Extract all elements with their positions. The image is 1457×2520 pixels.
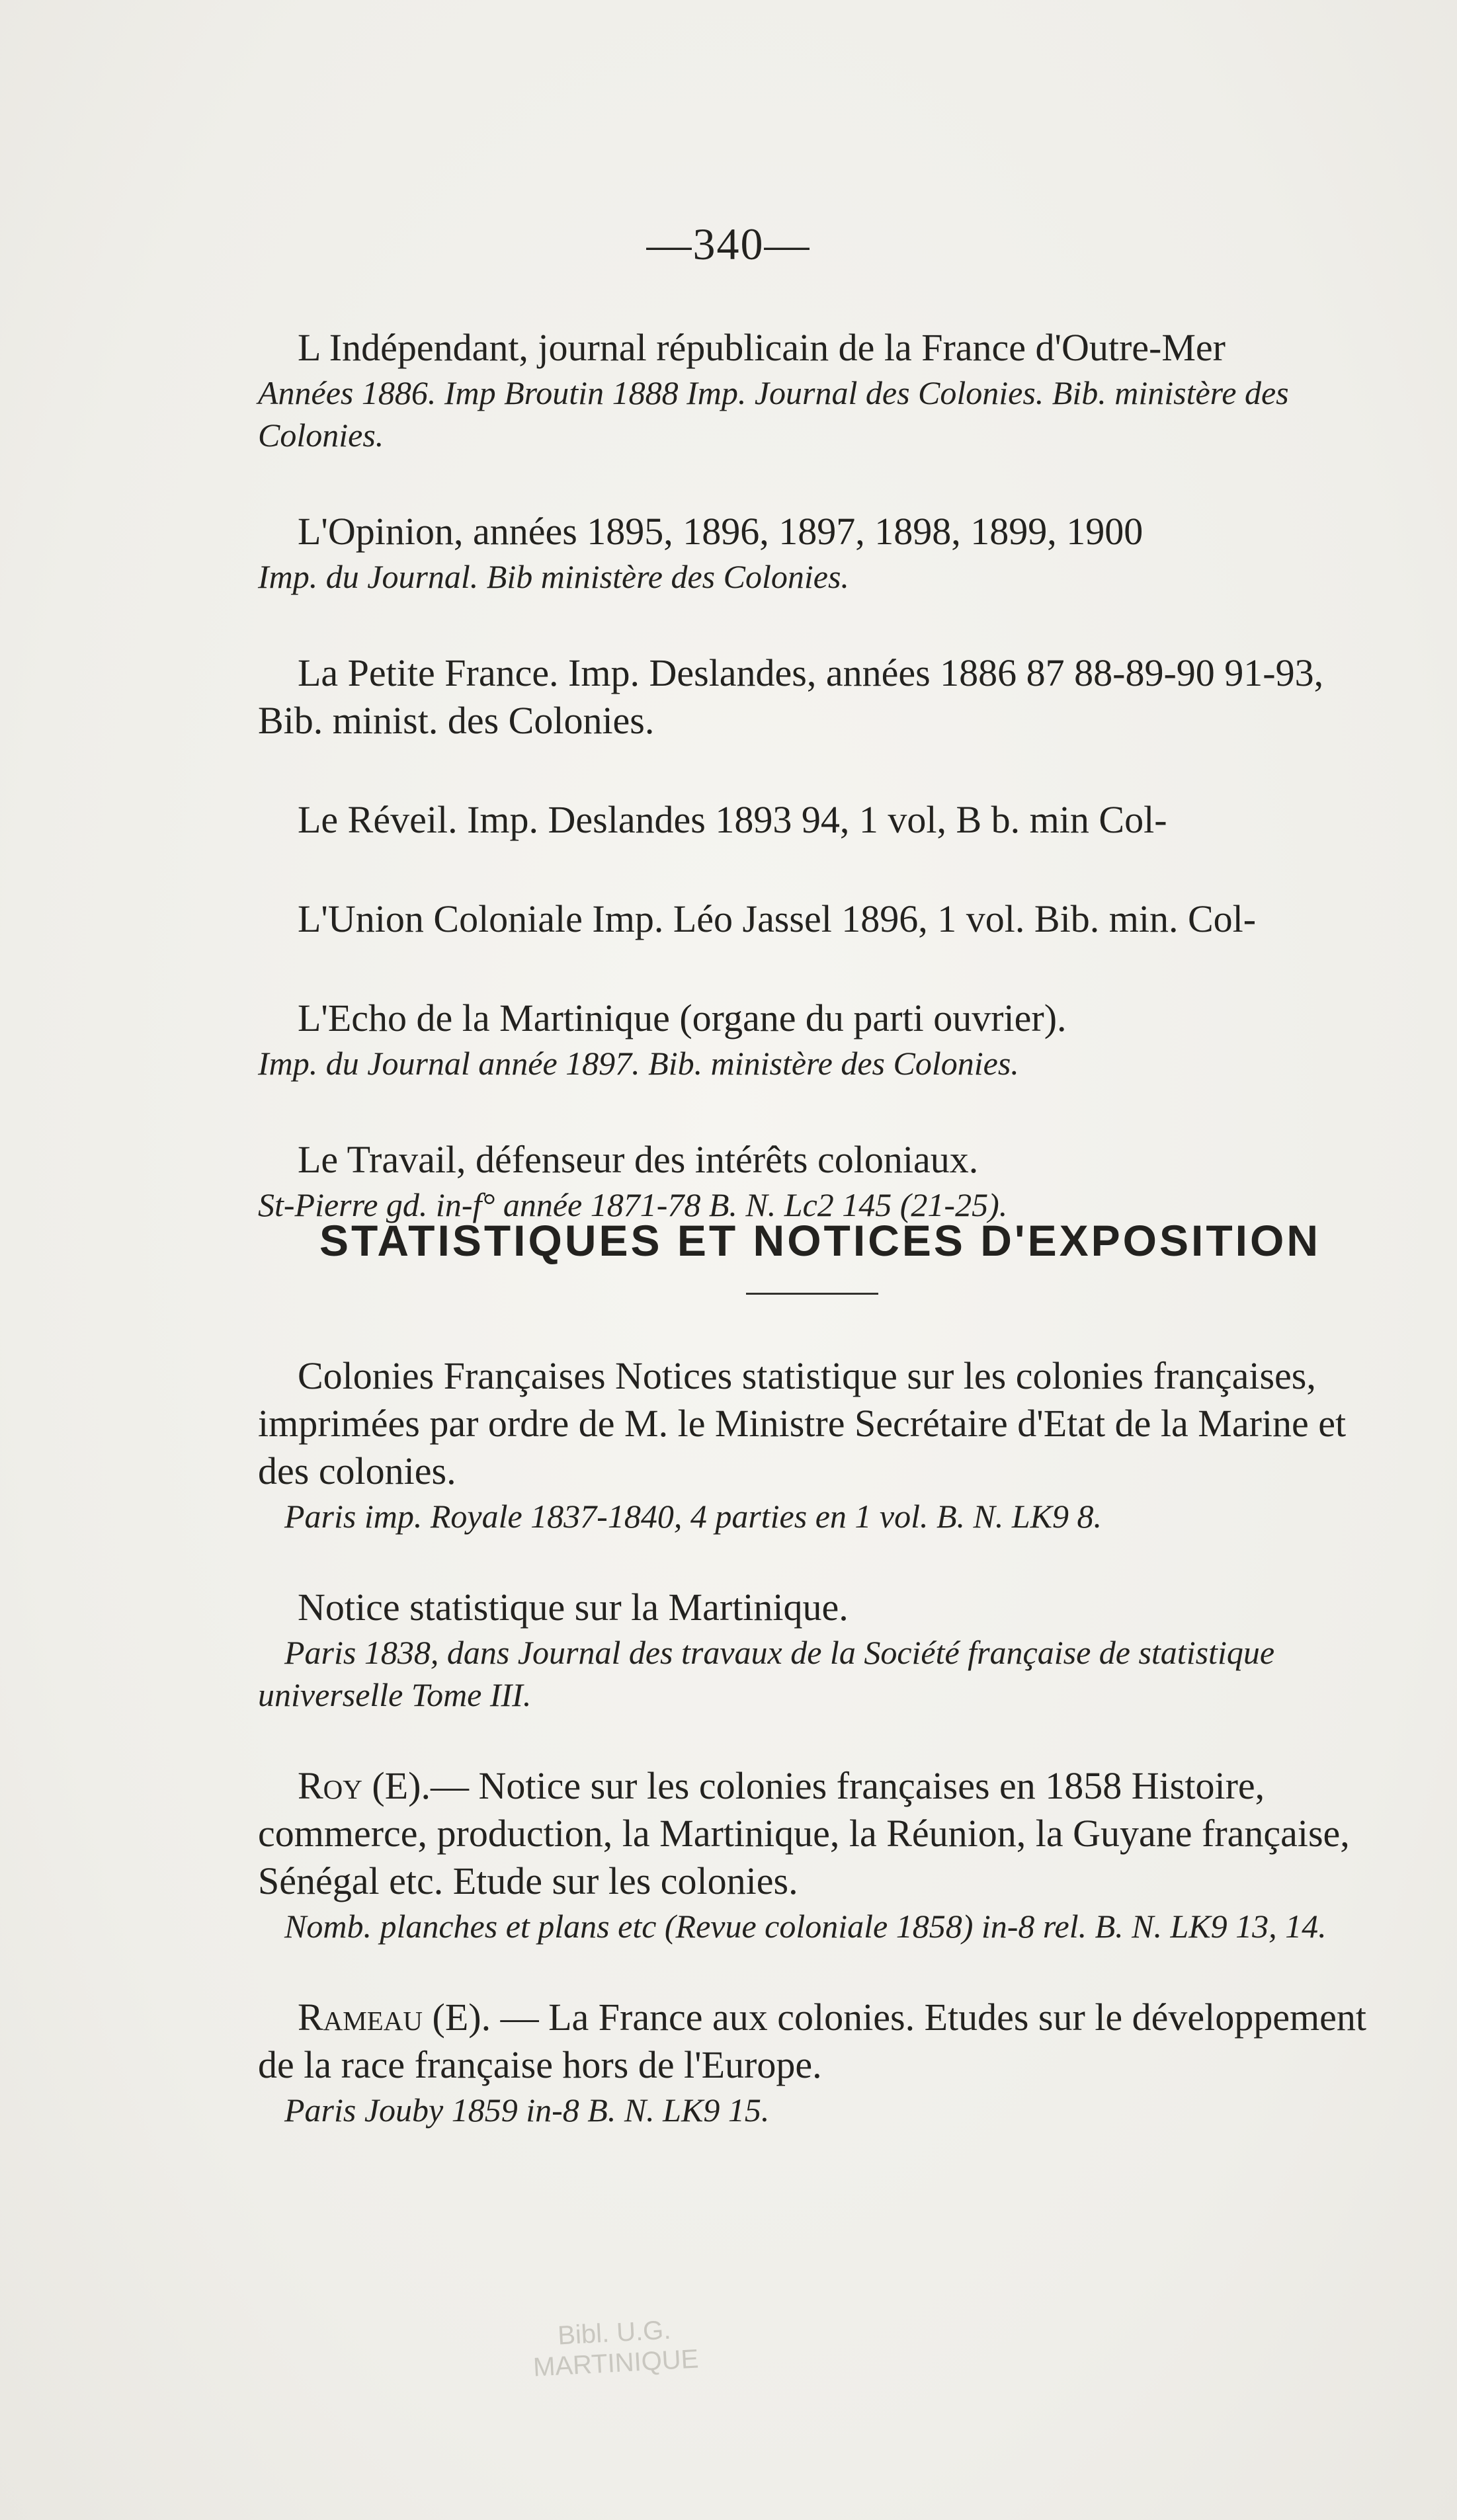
entry-title: Le Travail, défenseur des intérêts coloniaux. xyxy=(298,1138,979,1181)
author-name: Rameau xyxy=(298,1996,423,2039)
notice-reference: Paris imp. Royale 1837-1840, 4 parties en 1 vol. B. N. LK9 8. xyxy=(284,1498,1103,1535)
author-name: Roy xyxy=(298,1764,362,1807)
entry-title: L'Echo de la Martinique (organe du parti ouvrier). xyxy=(298,996,1067,1039)
entry-reference: Imp. du Journal. Bib ministère des Colonies. xyxy=(258,558,849,595)
statistics-notices xyxy=(258,1352,1382,2177)
entry-title: L'Opinion, années 1895, 1896, 1897, 1898, 1899, 1900 xyxy=(298,510,1144,553)
entry-title: Le Réveil. Imp. Deslandes 1893 94, 1 vol, B b. min Col- xyxy=(298,798,1167,841)
notice-text: (E).— Notice sur les colonies françaises en 1858 Histoire, commerce, production, la Martinique, la Réunion, la Guyane française, Sénégal etc. Etude sur les colonies. xyxy=(258,1764,1350,1902)
entry-reference: St-Pierre gd. in-f° année 1871-78 B. N. Lc2 145 (21-25). xyxy=(258,1186,1008,1223)
entry-title: L Indépendant, journal républicain de la France d'Outre-Mer xyxy=(298,326,1226,369)
entry-reveil xyxy=(258,796,1382,844)
page-number: —340— xyxy=(646,219,811,269)
notice-title: Colonies Françaises Notices statistique sur les colonies françaises, imprimées par ordre de M. le Ministre Secrétaire d'Etat de la Marine et des colonies. xyxy=(258,1354,1347,1492)
notice-title xyxy=(258,1762,1382,1905)
notice-title xyxy=(258,1994,1382,2089)
notice-reference: Paris 1838, dans Journal des travaux de la Société française de statistique universelle Tome III. xyxy=(258,1634,1275,1713)
entry-reference: Imp. du Journal année 1897. Bib. ministère des Colonies. xyxy=(258,1045,1019,1082)
entry-opinion xyxy=(258,508,1382,598)
notice-colonies-francaises xyxy=(258,1352,1382,1537)
entry-petite-france xyxy=(258,649,1382,745)
library-stamp xyxy=(521,2313,709,2384)
newspaper-entries xyxy=(258,324,1382,1278)
entry-union-coloniale xyxy=(258,895,1382,943)
stamp-line: Bibl. U.G. xyxy=(557,2315,672,2351)
entry-travail xyxy=(258,1136,1382,1226)
section-heading: STATISTIQUES ET NOTICES D'EXPOSITION xyxy=(319,1216,1321,1265)
notice-roy xyxy=(258,1762,1382,1947)
notice-martinique xyxy=(258,1584,1382,1716)
section-divider xyxy=(746,1293,878,1295)
entry-title: L'Union Coloniale Imp. Léo Jassel 1896, 1 vol. Bib. min. Col- xyxy=(298,897,1257,940)
notice-title: Notice statistique sur la Martinique. xyxy=(298,1586,849,1629)
notice-text: (E). — La France aux colonies. Etudes sur le développement de la race française hors de l'Europe. xyxy=(258,1996,1366,2086)
notice-reference: Nomb. planches et plans etc (Revue coloniale 1858) in-8 rel. B. N. LK9 13, 14. xyxy=(284,1908,1327,1945)
notice-rameau xyxy=(258,1994,1382,2131)
entry-echo-martinique xyxy=(258,995,1382,1084)
notice-reference: Paris Jouby 1859 in-8 B. N. LK9 15. xyxy=(284,2092,770,2129)
entry-independant xyxy=(258,324,1382,456)
entry-reference: Années 1886. Imp Broutin 1888 Imp. Journal des Colonies. Bib. ministère des Colonies. xyxy=(258,374,1289,454)
stamp-line: MARTINIQUE xyxy=(532,2344,700,2382)
entry-title: La Petite France. Imp. Deslandes, années 1886 87 88-89-90 91-93, Bib. minist. des Colonies. xyxy=(258,651,1324,742)
